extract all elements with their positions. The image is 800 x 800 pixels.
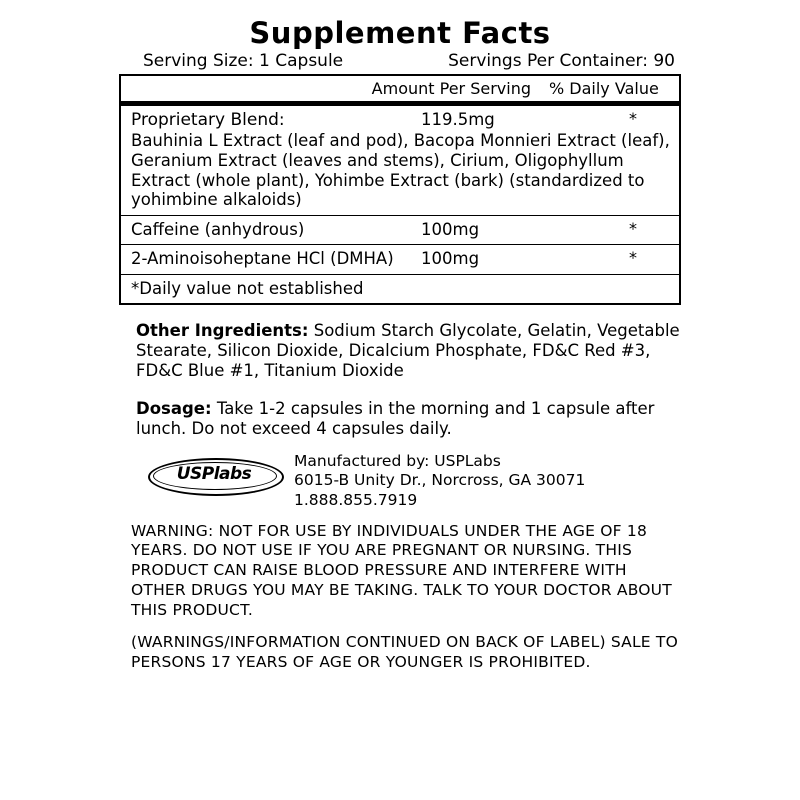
supplement-facts-panel — [119, 18, 681, 305]
serving-info-row — [119, 51, 681, 74]
column-header-daily-value: % Daily Value — [549, 79, 659, 99]
nutrient-name: Caffeine (anhydrous) — [131, 219, 305, 239]
table-header-row — [121, 76, 679, 106]
manufacturer-address — [284, 452, 585, 509]
nutrient-name: 2-Aminoisoheptane HCl (DMHA) — [131, 249, 394, 269]
usplabs-logo — [148, 454, 284, 498]
table-row — [121, 216, 679, 245]
daily-value-footnote: *Daily value not established — [131, 278, 364, 298]
serving-size: Serving Size: 1 Capsule — [143, 51, 344, 72]
page-title: Supplement Facts — [249, 16, 551, 50]
warning-paragraph-2: (WARNINGS/INFORMATION CONTINUED ON BACK OF LABEL) SALE TO PERSONS 17 YEARS OF AGE OR YOUNGER IS PROHIBITED. — [131, 632, 678, 671]
servings-per-container: Servings Per Container: 90 — [448, 51, 675, 72]
other-ingredients-text: Sodium Starch Glycolate, Gelatin, Vegetable Stearate, Silicon Dioxide, Dicalcium Phosphate, FD&C Red #3, FD&C Blue #1, Titanium Dioxide — [136, 321, 680, 380]
manufacturer-line-1: Manufactured by: USPLabs — [294, 452, 501, 471]
manufacturer-phone: 1.888.855.7919 — [294, 490, 418, 509]
logo-text: USPlabs — [176, 464, 252, 485]
table-row — [121, 106, 679, 216]
nutrient-daily-value: * — [629, 248, 637, 268]
nutrient-daily-value: * — [629, 218, 637, 238]
other-ingredients-heading: Other Ingredients: — [136, 321, 309, 341]
nutrient-description: Bauhinia L Extract (leaf and pod), Bacopa Monnieri Extract (leaf), Geranium Extract (leaves and stems), Cirium, Oligophyllum Extract (whole plant), Yohimbe Extract (bark) (standardized to yohimbine alkaloids) — [131, 131, 670, 210]
manufacturer-block — [120, 452, 680, 509]
other-ingredients-block — [108, 321, 692, 380]
nutrient-amount: 100mg — [421, 249, 480, 269]
dosage-heading: Dosage: — [136, 398, 212, 418]
supplement-facts-table — [119, 74, 681, 305]
nutrient-daily-value: * — [629, 109, 637, 129]
nutrient-name: Proprietary Blend: — [131, 110, 285, 131]
manufacturer-line-2: 6015-B Unity Dr., Norcross, GA 30071 — [294, 471, 586, 490]
table-row — [121, 245, 679, 274]
nutrient-amount: 119.5mg — [421, 110, 495, 130]
column-header-amount: Amount Per Serving — [371, 79, 531, 99]
dosage-block — [108, 399, 692, 439]
warning-paragraph-1: WARNING: NOT FOR USE BY INDIVIDUALS UNDER THE AGE OF 18 YEARS. DO NOT USE IF YOU ARE PREGNANT OR NURSING. THIS PRODUCT CAN RAISE BLOOD PRESSURE AND INTERFERE WITH OTHER DRUGS YOU MAY BE TAKING. TALK TO YOUR DOCTOR ABOUT THIS PRODUCT. — [131, 521, 672, 619]
warning-block — [117, 522, 683, 673]
dosage-text: Take 1-2 capsules in the morning and 1 capsule after lunch. Do not exceed 4 capsules daily. — [136, 398, 655, 438]
footnote-row — [121, 275, 679, 303]
nutrient-amount: 100mg — [421, 219, 480, 239]
